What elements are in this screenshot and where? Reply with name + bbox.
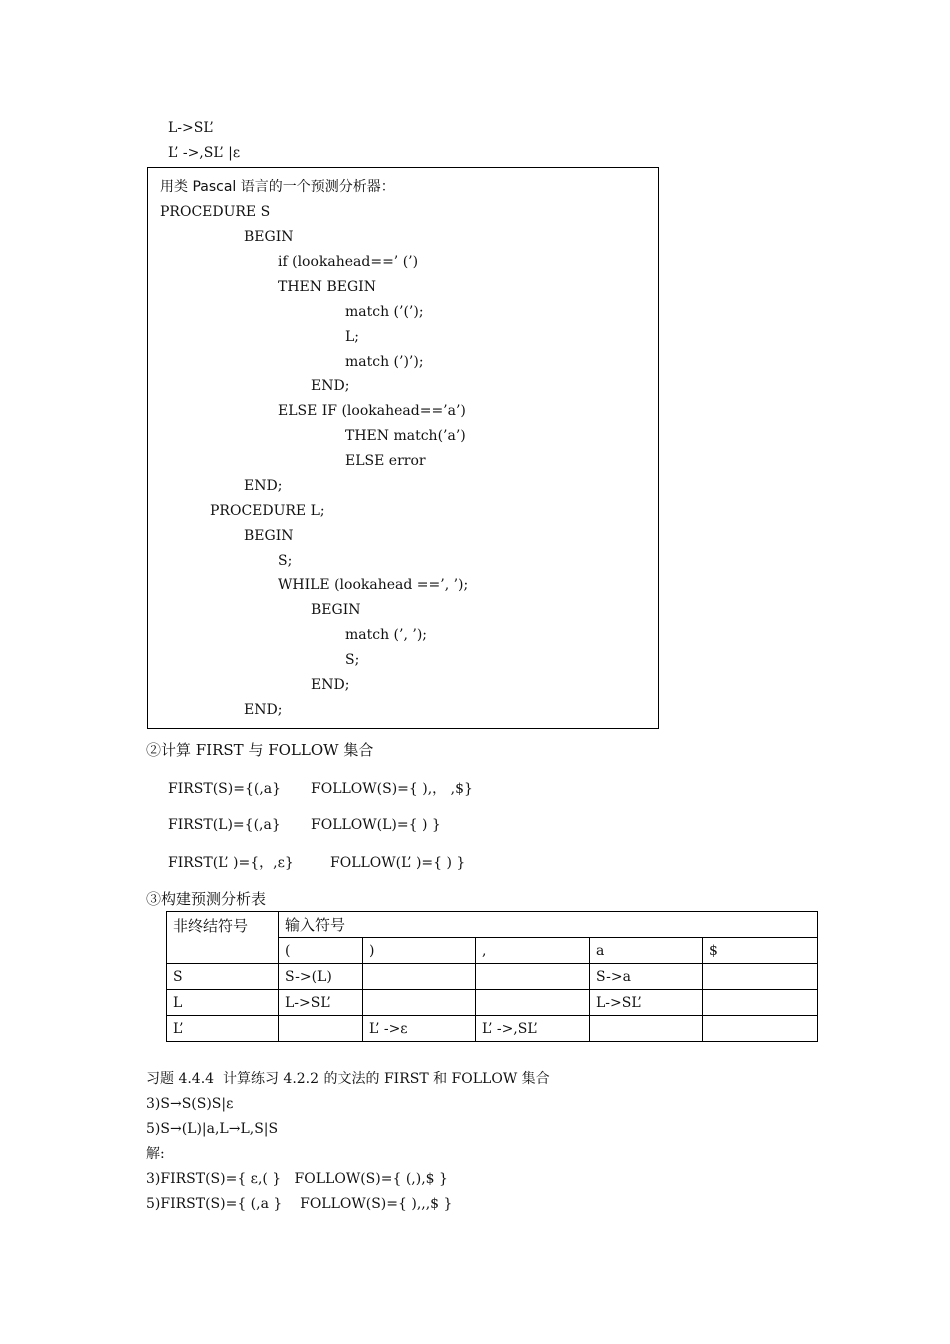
follow-set-s: FOLLOW(S)={ ),， ,$} (311, 781, 473, 797)
code-line: ELSE error (345, 453, 426, 469)
symbol-header: a (590, 938, 703, 964)
table-cell (363, 990, 476, 1016)
table-cell (703, 1016, 818, 1042)
section-2-title: ②计算 FIRST 与 FOLLOW 集合 (146, 741, 374, 759)
table-cell (590, 1016, 703, 1042)
symbol-header: ) (363, 938, 476, 964)
predictive-parser-code-box (147, 167, 659, 729)
follow-set-l: FOLLOW(L)={ ) } (311, 817, 441, 833)
code-line: PROCEDURE L; (210, 503, 325, 519)
first-set-l: FIRST(L)={(,a} (168, 817, 281, 833)
follow-set-lprime: FOLLOW(L’ )={ ) } (330, 855, 466, 871)
code-line: S; (278, 553, 293, 569)
grammar-line-2: L’ ->,SL’ |ε (168, 145, 241, 161)
code-line: BEGIN (311, 602, 361, 618)
exercise-title: 习题 4.4.4 计算练习 4.2.2 的文法的 FIRST 和 FOLLOW 集合 (146, 1071, 550, 1087)
table-cell (703, 964, 818, 990)
table-cell (279, 1016, 363, 1042)
table-cell: S->a (590, 964, 703, 990)
symbol-header: $ (703, 938, 818, 964)
table-cell (476, 990, 590, 1016)
table-cell: L->SL’ (590, 990, 703, 1016)
grammar-line-1: L->SL’ (168, 120, 214, 136)
header-nonterminal: 非终结符号 (167, 912, 279, 964)
code-line: THEN match(’a’) (345, 428, 466, 444)
table-row (167, 1016, 818, 1042)
code-line: THEN BEGIN (278, 279, 376, 295)
table-cell: L->SL’ (279, 990, 363, 1016)
code-line: END; (311, 677, 350, 693)
nonterminal-cell: L (167, 990, 279, 1016)
nonterminal-cell: L’ (167, 1016, 279, 1042)
answer-5: 5)FIRST(S)={ (,a } FOLLOW(S)={ ),,,$ } (146, 1196, 453, 1212)
code-line: L; (345, 329, 360, 345)
table-cell: L’ ->,SL’ (476, 1016, 590, 1042)
code-line: WHILE (lookahead ==’, ’); (278, 577, 469, 593)
code-line: END; (244, 702, 283, 718)
nonterminal-cell: S (167, 964, 279, 990)
first-set-lprime: FIRST(L’ )={，,ε} (168, 855, 294, 871)
code-line: END; (311, 378, 350, 394)
code-line: BEGIN (244, 528, 294, 544)
code-line: match (’)’); (345, 354, 424, 370)
code-line: ELSE IF (lookahead==’a’) (278, 403, 466, 419)
header-input-symbols: 输入符号 (279, 912, 818, 938)
answer-3: 3)FIRST(S)={ ε,( } FOLLOW(S)={ (,),$ } (146, 1171, 448, 1187)
table-row (167, 990, 818, 1016)
code-line: match (’, ’); (345, 627, 427, 643)
exercise-grammar-5: 5)S→(L)|a,L→L,S|S (146, 1121, 279, 1137)
code-line: match (’(’); (345, 304, 424, 320)
table-cell: L’ ->ε (363, 1016, 476, 1042)
section-3-title: ③构建预测分析表 (146, 890, 267, 908)
table-row (167, 964, 818, 990)
code-line: PROCEDURE S (160, 204, 271, 220)
table-cell: S->(L) (279, 964, 363, 990)
code-line: BEGIN (244, 229, 294, 245)
table-cell (363, 964, 476, 990)
code-line: END; (244, 478, 283, 494)
table-cell (476, 964, 590, 990)
exercise-grammar-3: 3)S→S(S)S|ε (146, 1096, 234, 1112)
code-line: if (lookahead==’ (’) (278, 254, 419, 270)
symbol-header: , (476, 938, 590, 964)
solution-label: 解: (146, 1146, 165, 1162)
predictive-parsing-table (166, 911, 818, 1042)
code-line: S; (345, 652, 360, 668)
table-cell (703, 990, 818, 1016)
first-set-s: FIRST(S)={(,a} (168, 781, 282, 797)
symbol-header: ( (279, 938, 363, 964)
code-box-heading: 用类 Pascal 语言的一个预测分析器： (160, 179, 395, 195)
